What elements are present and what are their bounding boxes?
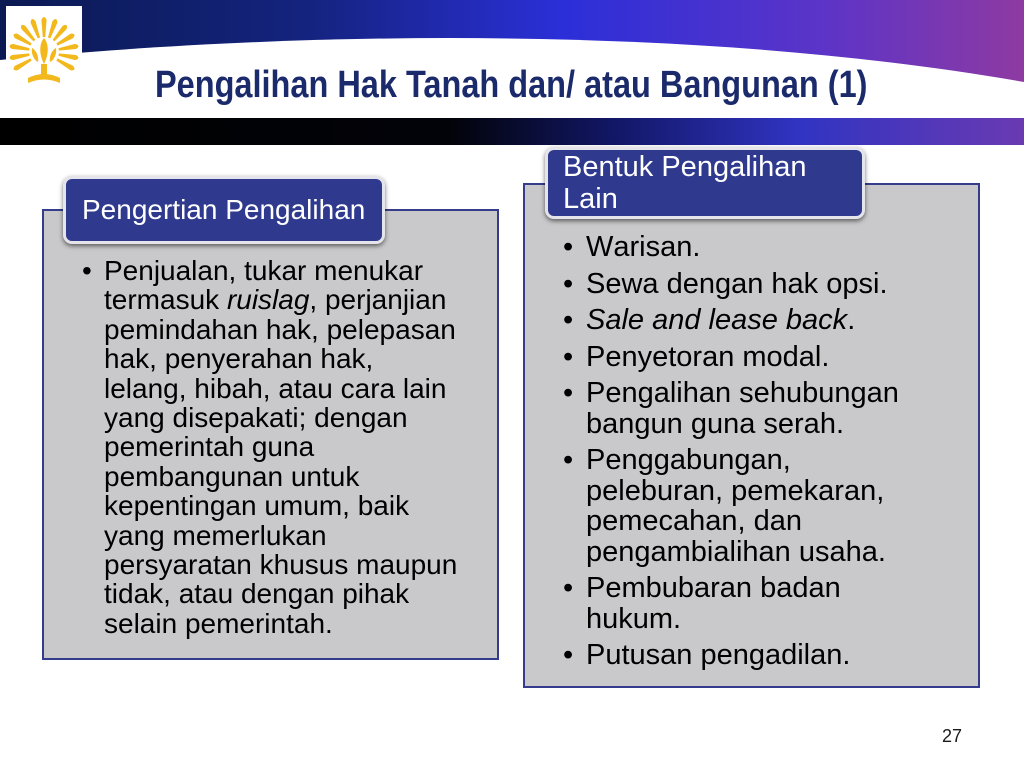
bullet-text-part: . — [847, 304, 856, 336]
list-item — [563, 378, 916, 439]
bullet-marker: • — [563, 340, 574, 373]
bullet-text: Pembubaran badan hukum. — [586, 572, 841, 635]
university-logo — [8, 8, 80, 90]
bullet-text: Warisan. — [586, 231, 701, 263]
bullet-marker: • — [563, 267, 574, 300]
list-item — [563, 342, 916, 373]
bullet-text: Penyetoran modal. — [586, 340, 830, 373]
bullet-text-italic: Sale and lease back — [586, 304, 848, 336]
right-panel-bullets — [563, 232, 916, 671]
bullet-text — [586, 304, 855, 336]
list-item — [563, 269, 916, 300]
page-number: 27 — [941, 726, 962, 746]
right-panel-heading-tab — [545, 147, 865, 219]
logo-box — [6, 6, 82, 92]
bullet-marker: • — [563, 231, 574, 263]
right-panel-heading: Bentuk Pengalihan Lain — [563, 151, 807, 215]
bullet-text-part: Penjualan, tukar menukar termasuk — [104, 255, 424, 316]
bullet-text: Sewa dengan hak opsi. — [586, 267, 888, 300]
list-item — [563, 305, 916, 336]
slide-title: Pengalihan Hak Tanah dan/ atau Bangunan (1) — [155, 64, 868, 106]
bullet-text: Penggabungan, peleburan, pemekaran, pemecahan, dan pengambialihan usaha. — [586, 444, 886, 568]
bullet-text-italic: ruislag — [226, 284, 310, 316]
bullet-marker: • — [563, 572, 574, 604]
bullet-marker: • — [82, 255, 92, 286]
list-item — [563, 573, 916, 634]
list-item — [563, 640, 916, 671]
list-item — [563, 445, 916, 567]
list-item — [82, 256, 460, 638]
list-item — [563, 232, 916, 263]
bullet-text — [104, 255, 457, 639]
bullet-marker: • — [563, 304, 574, 336]
left-panel-heading: Pengertian Pengalihan — [82, 194, 366, 225]
left-panel-bullets — [82, 256, 460, 638]
left-panel-heading-tab — [63, 176, 385, 244]
bullet-marker: • — [563, 444, 574, 476]
header-bar — [0, 118, 1024, 145]
bullet-text-part: , perjanjian pemindahan hak, pelepasan hak, penyerahan hak, lelang, hibah, atau cara lain yang disepakati; dengan pemerintah guna pembangunan untuk kepentingan umum, baik yang memerlukan persyaratan khusus maupun tidak, atau dengan pihak selain pemerintah. — [104, 284, 458, 639]
bullet-text: Putusan pengadilan. — [586, 639, 851, 671]
bullet-marker: • — [563, 377, 574, 409]
bullet-marker: • — [563, 639, 574, 671]
bullet-text: Pengalihan sehubungan bangun guna serah. — [586, 377, 899, 440]
